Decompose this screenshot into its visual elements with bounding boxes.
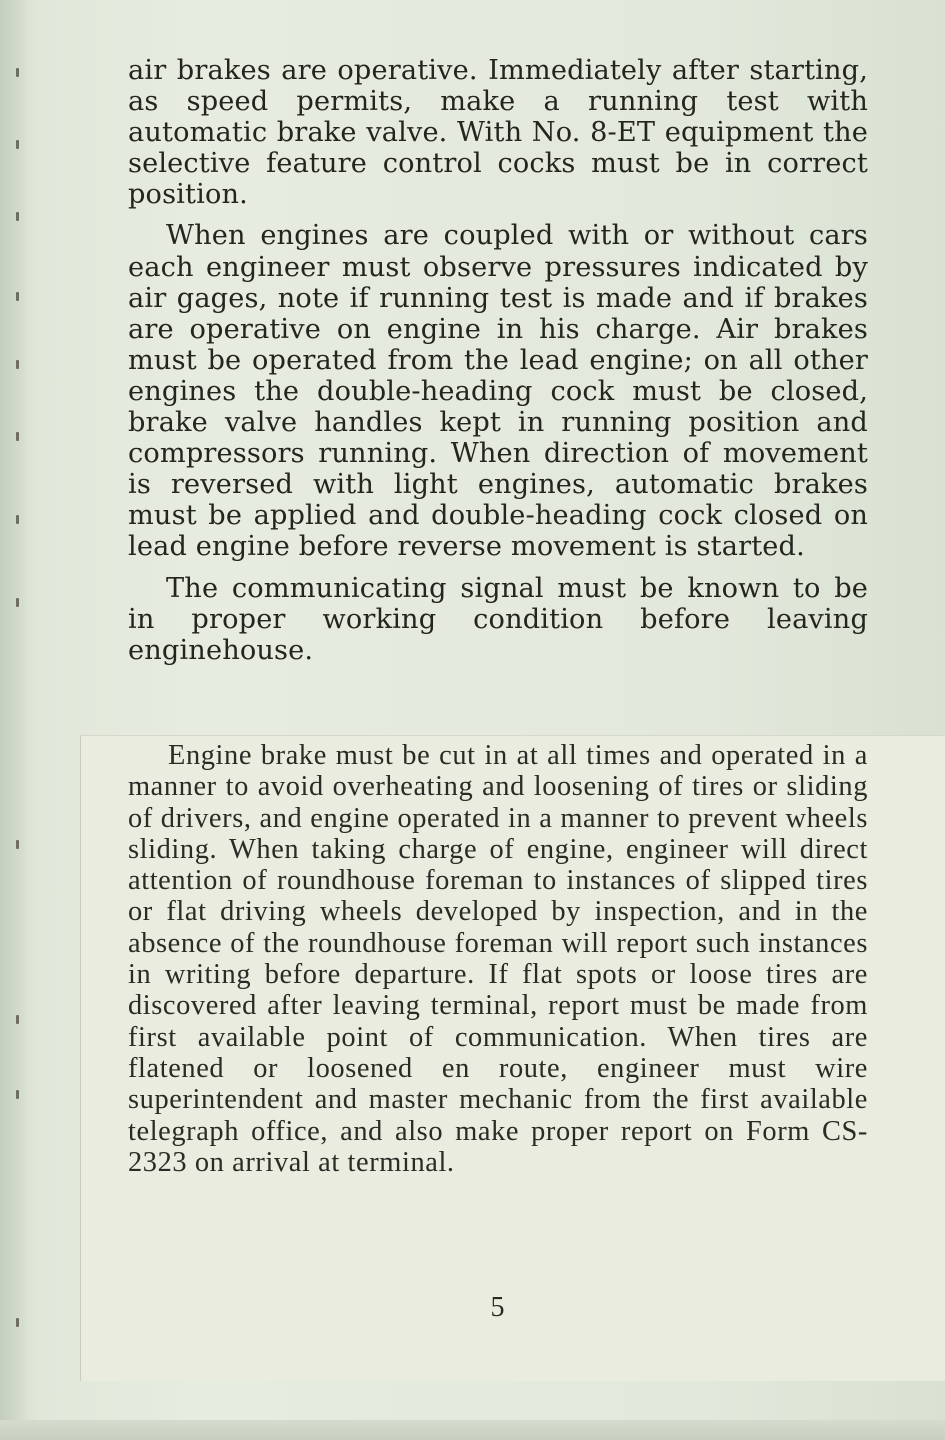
binding-stitch bbox=[16, 840, 19, 849]
paragraph-engine-brake: Engine brake must be cut in at all times and operated in a manner to avoid overheating and loosening of tires or sliding of drivers, and engine operated in a manner to prevent wheels sliding. When taking charge of engine, engineer will direct attention of roundhouse foreman to instances of slipped tires or flat driving wheels developed by inspection, and in the absence of the roundhouse foreman will report such instances in writing before departure. If flat spots or loose tires are discovered after leaving terminal, report must be made from first available point of communication. When tires are flatened or loosened en route, engineer must wire superintendent and master mechanic from the first available telegraph office, and also make proper report on Form CS-2323 on arrival at terminal. bbox=[128, 740, 868, 1178]
binding-stitch bbox=[16, 1015, 19, 1024]
paragraph-coupled-engines: When engines are coupled with or without cars each engineer must observe pressures indicated by air gages, note if running test is made and if brakes are operative on engine in his charge. Air brakes must be operated from the lead engine; on all other engines the double-heading cock must be closed, brake valve handles kept in running position and compressors running. When direction of movement is reversed with light engines, automatic brakes must be applied and double-heading cock closed on lead engine before reverse movement is started. bbox=[128, 220, 868, 563]
paragraph-communicating-signal: The communicating signal must be known to be in proper working condition before leaving enginehouse. bbox=[128, 572, 868, 666]
binding-stitch bbox=[16, 1090, 19, 1099]
top-text-block bbox=[128, 55, 868, 676]
binding-stitch bbox=[16, 212, 19, 221]
binding-stitch bbox=[16, 432, 19, 441]
binding-stitch bbox=[16, 515, 19, 524]
binding-stitch bbox=[16, 68, 19, 77]
page-bottom-edge bbox=[0, 1420, 945, 1440]
binding-stitch bbox=[16, 292, 19, 301]
binding-stitch bbox=[16, 598, 19, 607]
paragraph-continuation: air brakes are operative. Immediately after starting, as speed permits, make a running test with automatic brake valve. With No. 8-ET equipment the selective feature control cocks must be in correct position. bbox=[128, 55, 868, 211]
binding-edge bbox=[0, 0, 26, 1440]
page-number: 5 bbox=[490, 1292, 505, 1323]
binding-stitch bbox=[16, 140, 19, 149]
binding-stitch bbox=[16, 360, 19, 369]
